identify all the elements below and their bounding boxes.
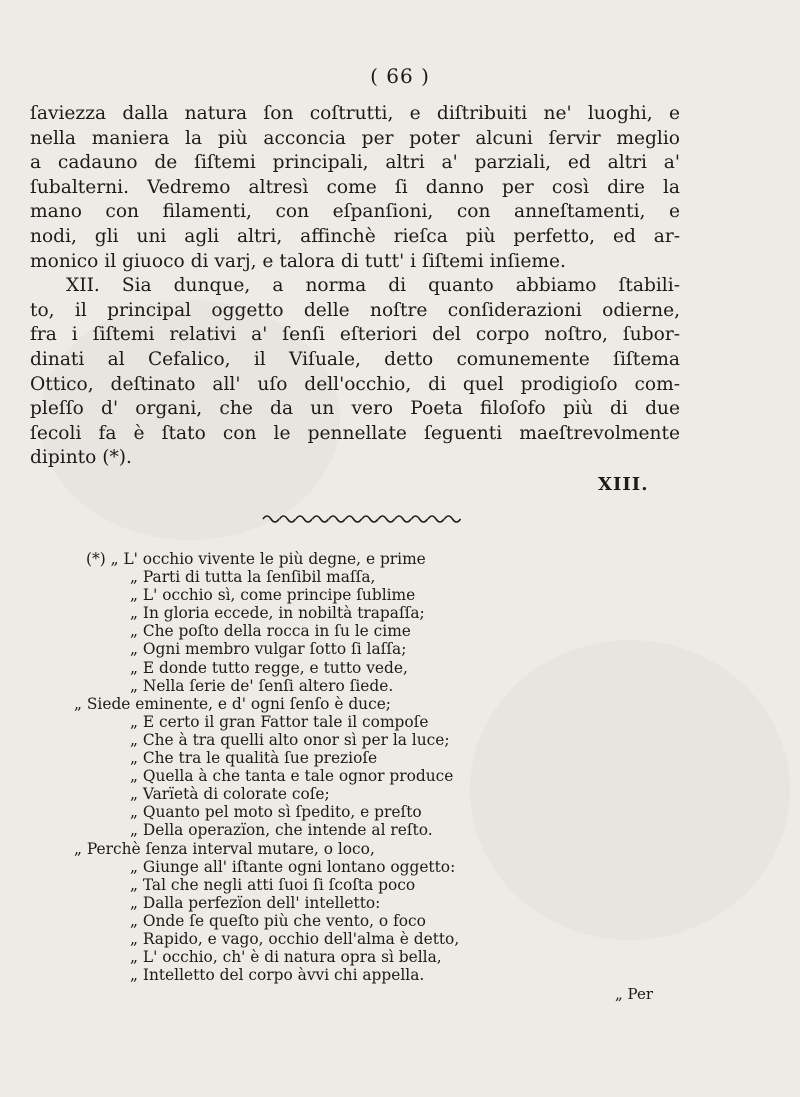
prose-line: dipinto (*). — [30, 447, 132, 469]
ornament-link — [379, 516, 395, 522]
prose-line: ſaviezza dalla natura ſon coſtrutti, e diſtribuiti ne' luoghi, e — [30, 103, 680, 124]
prose-line: dinati al Cefalico, il Viſuale, detto comunemente ſiſtema — [30, 348, 680, 370]
poem-line: „ Che tra le qualità ſue prezioſe — [130, 749, 378, 768]
page-number: ( 66 ) — [370, 64, 430, 88]
prose-line: ſubalterni. Vedremo altresì come ſi danno per così dire la — [30, 176, 680, 198]
poem-line: „ L' occhio sì, come principe ſublime — [130, 586, 416, 605]
ornament-link — [313, 516, 329, 522]
ornament-divider-icon — [255, 512, 465, 526]
poem-line: „ Onde ſe queſto più che vento, o foco — [130, 911, 426, 930]
poem-line: „ Perchè ſenza interval mutare, o loco, — [74, 839, 375, 858]
poem-line: „ Che poſto della rocca in ſu le cime — [130, 622, 411, 641]
poem-line: „ Dalla perfezïon dell' intelletto: — [130, 893, 381, 912]
poem-line: „ Nella ſerie de' ſenſi altero ſiede. — [130, 676, 394, 695]
poem-line: „ Tal che negli atti ſuoi ſi ſcoſta poco — [130, 875, 416, 894]
poem-line: „ E certo il gran Fattor tale il compoſe — [130, 712, 429, 731]
poem-line: „ Quella à che tanta e tale ognor produce — [130, 767, 454, 786]
poem-line: „ E donde tutto regge, e tutto vede, — [130, 658, 408, 677]
poem-line: „ In gloria eccede, in nobiltà trapaſſa; — [130, 604, 425, 623]
poem-line: „ Varïetà di colorate coſe; — [130, 785, 330, 804]
ornament-link — [412, 516, 428, 522]
prose-line: mano con filamenti, con eſpanſioni, con anneſtamenti, e — [30, 201, 680, 223]
prose-line: to, il principal oggetto delle noſtre conſiderazioni odierne, — [30, 299, 680, 321]
prose-line: nodi, gli uni agli altri, affinchè rieſca più perfetto, ed ar- — [30, 225, 680, 247]
poem-line: (*) „ L' occhio vivente le più degne, e prime — [86, 550, 426, 568]
poem-line: „ Che à tra quelli alto onor sì per la luce; — [130, 730, 450, 749]
prose-line: XII. Sia dunque, a norma di quanto abbiamo ſtabili- — [66, 275, 680, 297]
poem-line: „ Siede eminente, e d' ogni ſenſo è duce; — [74, 694, 391, 713]
poem-line: „ Della operazïon, che intende al reſto. — [130, 821, 433, 840]
poem-line: „ Parti di tutta la ſenſibil maſſa, — [130, 568, 376, 587]
poem-line: „ Intelletto del corpo àvvi chi appella. — [130, 966, 425, 985]
poem-footnote — [74, 550, 646, 985]
prose-line: a cadauno de ſiſtemi principali, altri a' parziali, ed altri a' — [30, 152, 680, 174]
ornament-link — [263, 516, 279, 522]
prose-line: nella maniera la più acconcia per poter alcuni ſervir meglio — [30, 127, 680, 149]
prose-line: fra i ſiſtemi relativi a' ſenſi eſteriori del corpo noſtro, ſubor- — [30, 324, 680, 346]
poem-line: „ Quanto pel moto sì ſpedito, e preſto — [130, 803, 422, 822]
poem-line: „ Giunge all' iſtante ogni lontano oggetto: — [130, 857, 456, 876]
prose-line: Ottico, deſtinato all' uſo dell'occhio, di quel prodigioſo com- — [30, 373, 680, 395]
catchword-bottom: „ Per — [615, 985, 654, 1003]
ornament-link — [346, 516, 362, 522]
ornament-link — [445, 516, 461, 522]
prose-line: pleſſo d' organi, che da un vero Poeta filoſofo più di due — [30, 398, 680, 420]
ornament-link — [362, 516, 378, 522]
prose-line: ſecoli fa è ſtato con le pennellate ſeguenti maeſtrevolmente — [30, 422, 680, 444]
poem-line: „ Rapido, e vago, occhio dell'alma è detto, — [130, 929, 460, 948]
poem-line: „ L' occhio, ch' è di natura opra sì bella, — [130, 948, 442, 967]
ornament-link — [428, 516, 444, 522]
ornament-link — [296, 516, 312, 522]
prose-line: monico il giuoco di varj, e talora di tutt' i ſiſtemi inſieme. — [30, 250, 566, 272]
poem-line: „ Ogni membro vulgar ſotto ſi laſſa; — [130, 640, 407, 659]
ornament-link — [395, 516, 411, 522]
ornament-link — [329, 516, 345, 522]
ornament-link — [280, 516, 296, 522]
prose-block — [30, 102, 680, 471]
catchword-top: XIII. — [598, 474, 649, 495]
